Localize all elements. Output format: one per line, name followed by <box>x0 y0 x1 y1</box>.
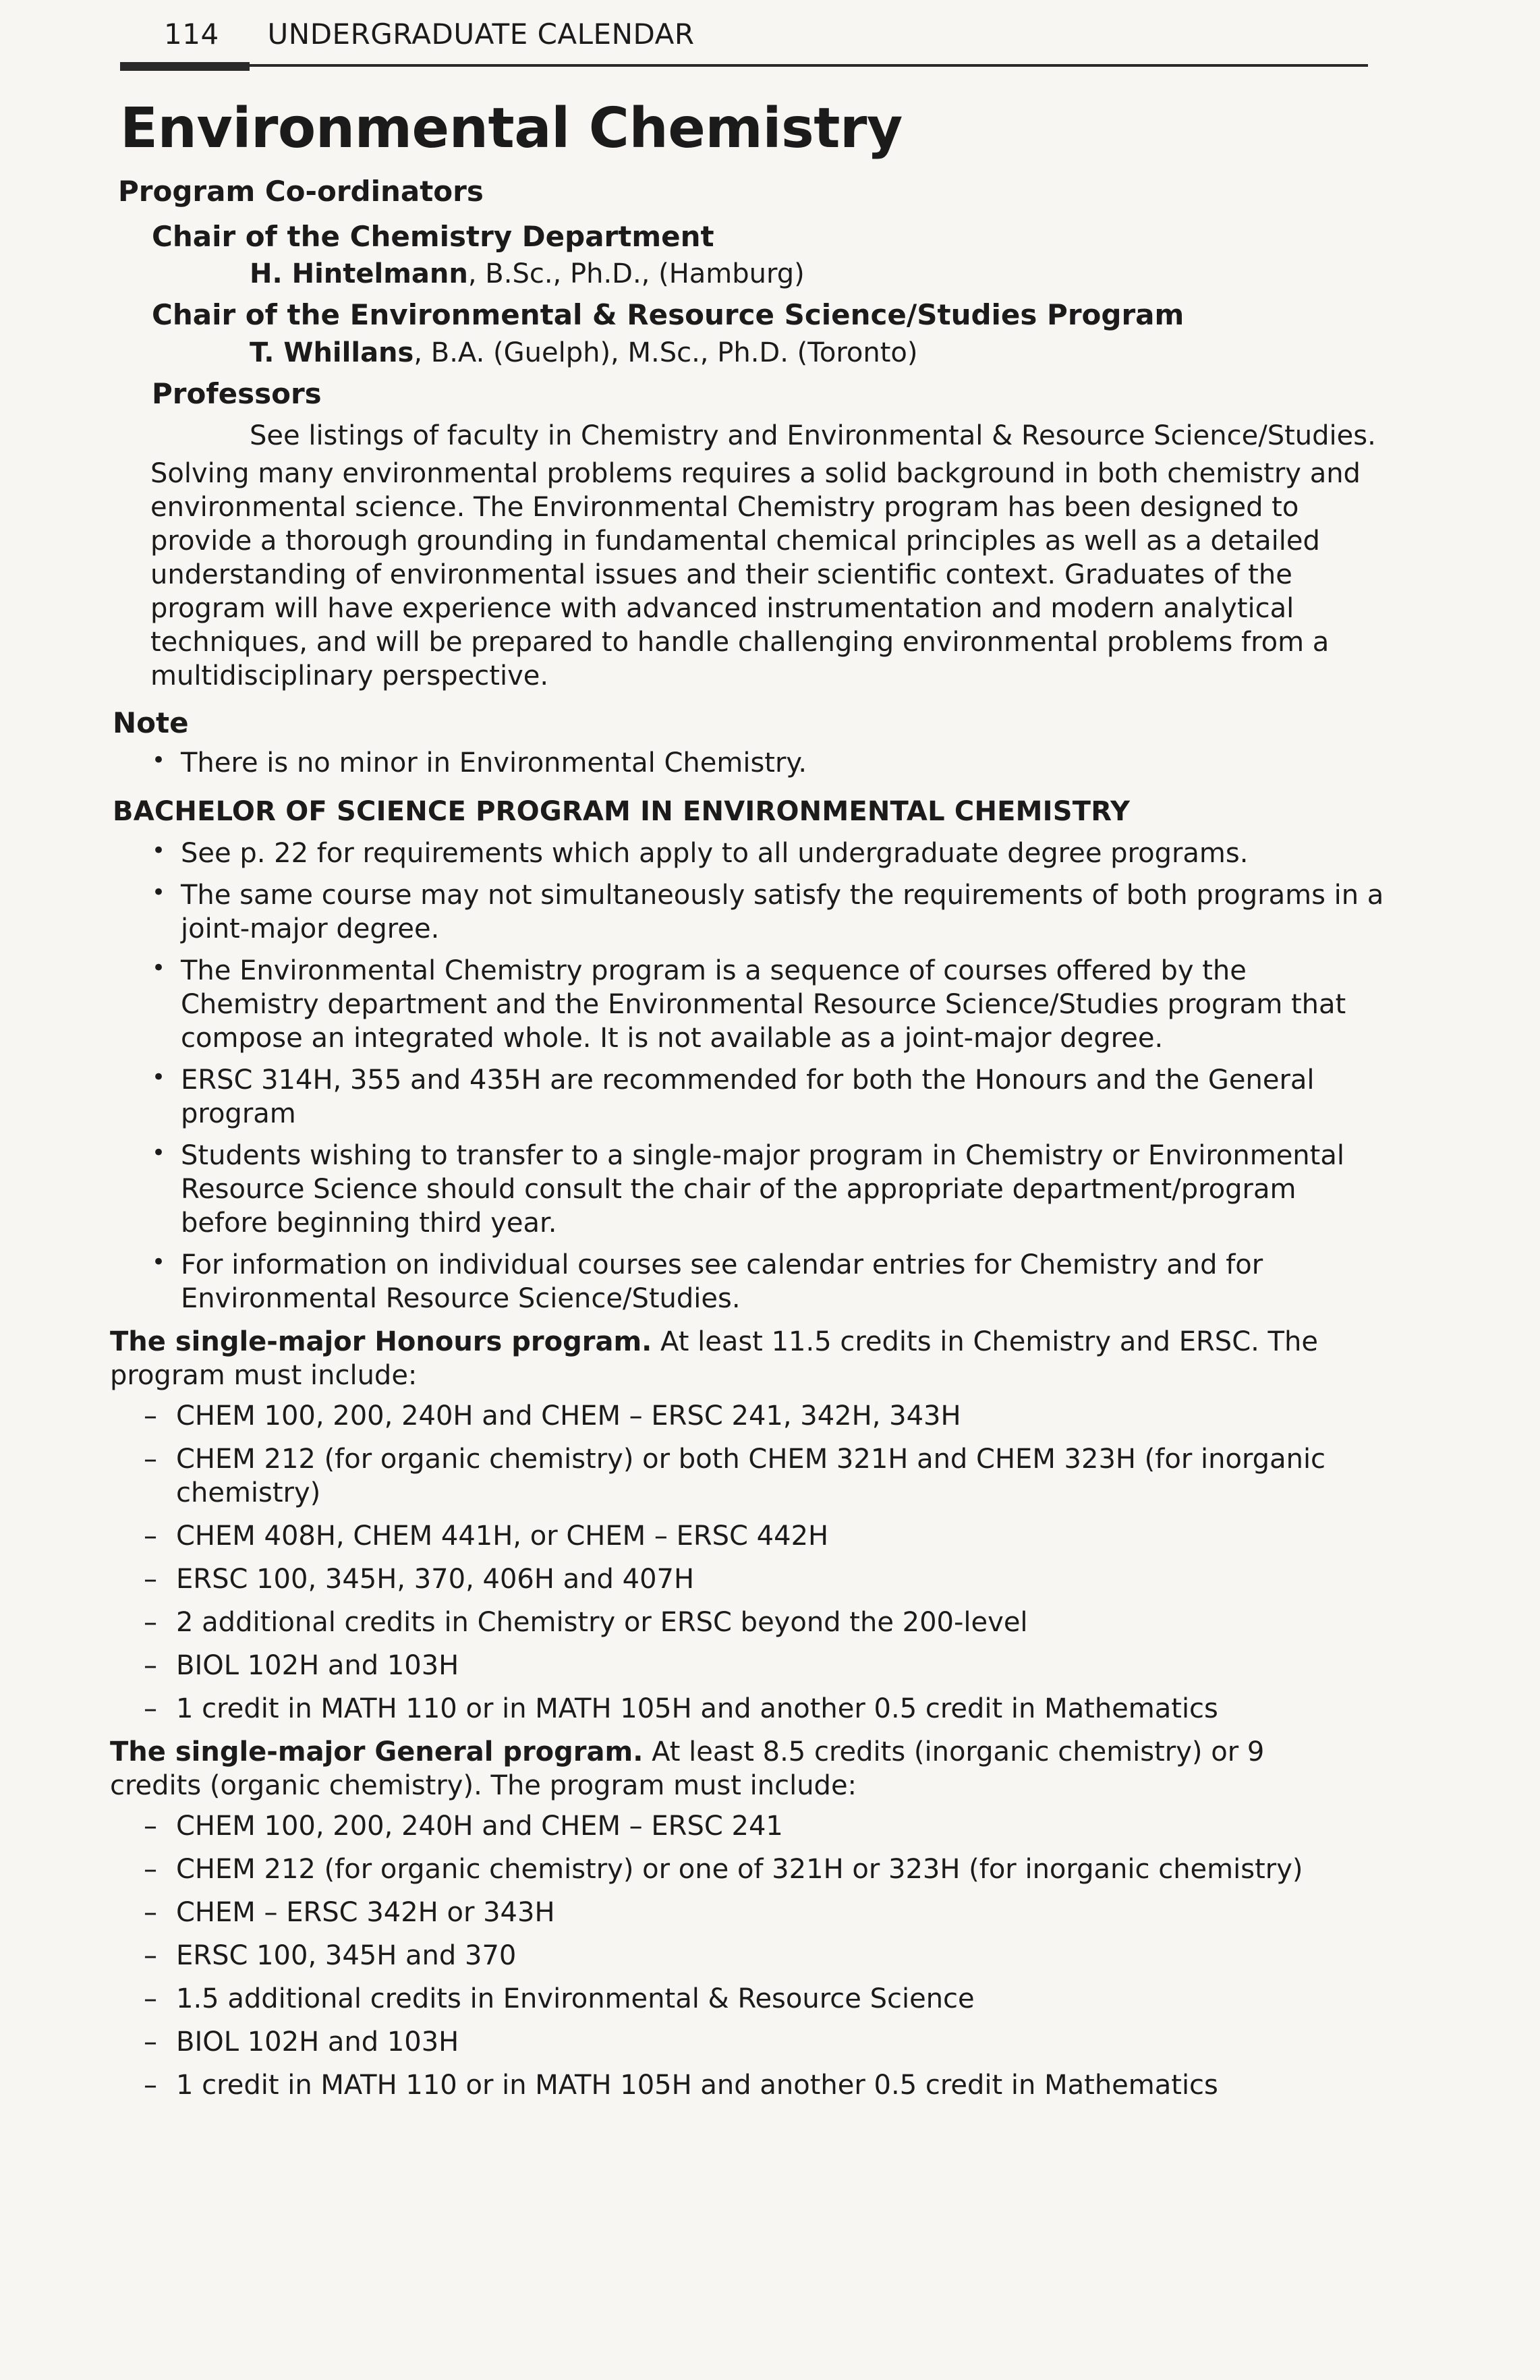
list-item: – ERSC 100, 345H, 370, 406H and 407H <box>144 1563 695 1595</box>
dash-icon: – <box>144 1563 157 1595</box>
dash-icon: – <box>144 1983 157 2014</box>
role-ers-chair: Chair of the Environmental & Resource Science/Studies Program <box>152 298 1185 332</box>
bsc-heading: BACHELOR OF SCIENCE PROGRAM IN ENVIRONMENTAL CHEMISTRY <box>113 795 1131 827</box>
general-program-desc: At least 8.5 credits (inorganic chemistry) or 9 credits (organic chemistry). The program must include: <box>110 1736 1265 1801</box>
bullet-icon: • <box>152 1139 166 1166</box>
list-item: – 1 credit in MATH 110 or in MATH 105H and another 0.5 credit in Mathematics <box>144 1693 1218 1724</box>
dash-icon: – <box>144 1520 157 1552</box>
bullet-icon: • <box>152 746 166 774</box>
bullet-icon: • <box>152 837 166 864</box>
dash-icon: – <box>144 1853 157 1885</box>
general-program-name: The single-major General program. <box>110 1736 644 1767</box>
person-ers-chair <box>250 335 1378 371</box>
person-credentials: , B.Sc., Ph.D., (Hamburg) <box>467 258 805 290</box>
list-item: – CHEM 212 (for organic chemistry) or both CHEM 321H and CHEM 323H (for inorganic chemistry) <box>144 1443 1326 1508</box>
dash-icon: – <box>144 1649 157 1681</box>
professors-text: See listings of faculty in Chemistry and Environmental & Resource Science/Studies. <box>250 420 1376 451</box>
person-name: H. Hintelmann <box>250 258 468 290</box>
bullet-icon: • <box>152 1063 166 1091</box>
list-item: • ERSC 314H, 355 and 435H are recommended for both the Honours and the General program <box>152 1063 1315 1129</box>
role-chemistry-chair: Chair of the Chemistry Department <box>152 219 714 253</box>
dash-icon: – <box>144 1939 157 1971</box>
list-item: – ERSC 100, 345H and 370 <box>144 1939 517 1971</box>
list-item: • The same course may not simultaneously satisfy the requirements of both programs in a joint-major degree. <box>152 878 1384 944</box>
list-item: • The Environmental Chemistry program is a sequence of courses offered by the Chemistry department and the Environmental Resource Science/Studies program that compose an integrated whole. It is not available as a joint-major degree. <box>152 954 1346 1054</box>
note-list <box>110 746 1378 780</box>
list-item: – CHEM 212 (for organic chemistry) or one of 321H or 323H (for inorganic chemistry) <box>144 1853 1303 1885</box>
dash-icon: – <box>144 1896 157 1928</box>
list-item: – 1.5 additional credits in Environmental & Resource Science <box>144 1983 975 2014</box>
page-number: 114 <box>164 18 219 51</box>
dash-icon: – <box>144 1606 157 1638</box>
running-title: UNDERGRADUATE CALENDAR <box>267 18 695 51</box>
header-rule <box>250 64 1368 67</box>
header-bar <box>120 62 250 71</box>
dash-icon: – <box>144 2026 157 2058</box>
page-title: Environmental Chemistry <box>120 96 903 161</box>
note-heading: Note <box>113 706 189 739</box>
list-item: – 1 credit in MATH 110 or in MATH 105H and another 0.5 credit in Mathematics <box>144 2069 1218 2101</box>
professors-heading: Professors <box>152 377 322 411</box>
dash-icon: – <box>144 1810 157 1842</box>
list-item: • See p. 22 for requirements which apply to all undergraduate degree programs. <box>152 837 1249 869</box>
honours-program <box>110 1325 1351 1392</box>
list-item: – CHEM 100, 200, 240H and CHEM – ERSC 241 <box>144 1810 783 1842</box>
general-program <box>110 1735 1351 1803</box>
bullet-icon: • <box>152 1248 166 1276</box>
honours-program-desc: At least 11.5 credits in Chemistry and ERSC. The program must include: <box>110 1326 1318 1391</box>
page-content <box>110 96 1384 2112</box>
list-item: • For information on individual courses see calendar entries for Chemistry and for Environmental Resource Science/Studies. <box>152 1248 1263 1314</box>
list-item: – 2 additional credits in Chemistry or ERSC beyond the 200-level <box>144 1606 1028 1638</box>
dash-icon: – <box>144 2069 157 2101</box>
list-item: – CHEM 408H, CHEM 441H, or CHEM – ERSC 442H <box>144 1520 829 1552</box>
dash-icon: – <box>144 1400 157 1432</box>
dash-icon: – <box>144 1443 157 1475</box>
dash-icon: – <box>144 1693 157 1724</box>
list-item: • Students wishing to transfer to a single-major program in Chemistry or Environmental Resource Science should consult the chair of the appropriate department/program before beginning third year. <box>152 1139 1344 1239</box>
honours-program-name: The single-major Honours program. <box>110 1326 652 1357</box>
list-item: – CHEM 100, 200, 240H and CHEM – ERSC 241, 342H, 343H <box>144 1400 961 1432</box>
person-credentials: , B.A. (Guelph), M.Sc., Ph.D. (Toronto) <box>413 337 918 369</box>
bullet-icon: • <box>152 878 166 906</box>
bullet-icon: • <box>152 954 166 982</box>
list-item: – BIOL 102H and 103H <box>144 1649 459 1681</box>
program-intro: Solving many environmental problems requires a solid background in both chemistry and environmental science. The Environmental Chemistry program has been designed to provide a thorough grounding in fundamental chemical principles as well as a detailed understanding of environmental issues and their scientific context. Graduates of the program will have experience with advanced instrumentation and modern analytical techniques, and will be prepared to handle challenging environmental problems from a multidisciplinary perspective. <box>150 457 1361 691</box>
coordinators-heading: Program Co-ordinators <box>118 175 484 208</box>
person-chemistry-chair <box>250 256 1378 292</box>
list-item: – BIOL 102H and 103H <box>144 2026 459 2058</box>
list-item: • There is no minor in Environmental Chemistry. <box>152 746 807 778</box>
bsc-list <box>110 837 1384 1315</box>
list-item: – CHEM – ERSC 342H or 343H <box>144 1896 555 1928</box>
general-requirements <box>110 1809 1378 2102</box>
person-name: T. Whillans <box>250 337 414 369</box>
honours-requirements <box>110 1399 1378 1726</box>
running-header <box>164 18 695 51</box>
